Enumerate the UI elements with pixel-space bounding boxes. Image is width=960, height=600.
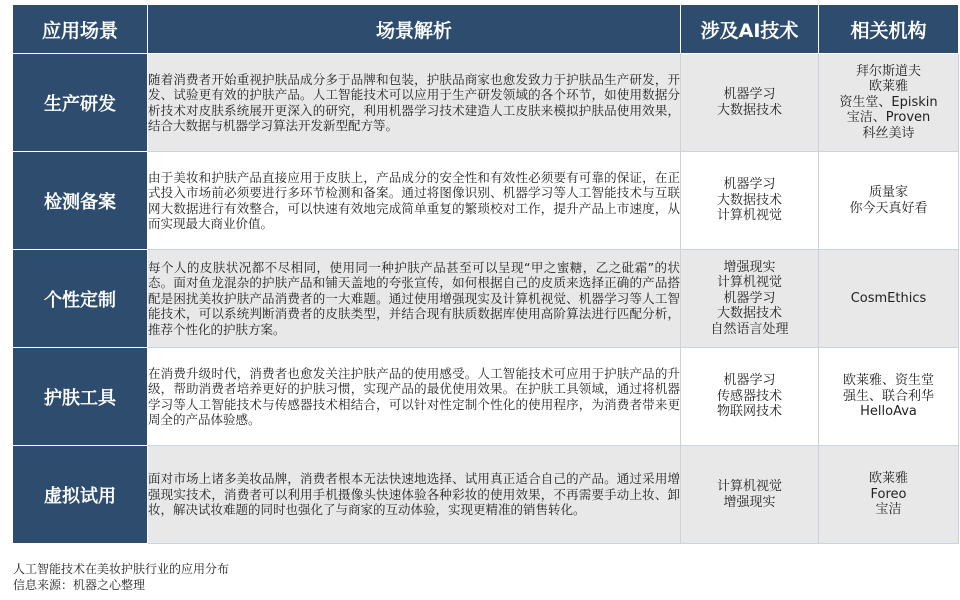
orgs-cell bbox=[819, 250, 959, 348]
ai-tech-item: 物联网技术 bbox=[716, 404, 782, 420]
footer bbox=[13, 561, 229, 593]
scene-description-cell: 在消费升级时代，消费者也愈发关注护肤产品的使用感受。人工智能技术可应用于护肤产品的升级，帮助消费者培养更好的护肤习惯，实现产品的最优使用效果。在护肤工具领域，通过将机器学习等人工智能技术与传感器技术相结合，可以针对性定制个性化的使用程序，为消费者带来更周全的产品体验感。 bbox=[148, 348, 681, 446]
org-item: 欧莱雅 bbox=[868, 471, 908, 487]
orgs-cell bbox=[819, 348, 959, 446]
org-item: HelloAva bbox=[860, 404, 917, 420]
table-row bbox=[13, 446, 959, 544]
org-item: 强生、联合利华 bbox=[842, 388, 934, 404]
ai-tech-item: 机器学习 bbox=[723, 87, 776, 102]
org-item: 欧莱雅、资生堂 bbox=[842, 373, 934, 389]
orgs-cell bbox=[819, 152, 959, 250]
ai-tech-item: 计算机视觉 bbox=[716, 208, 782, 224]
ai-tech-item: 大数据技术 bbox=[716, 306, 782, 322]
table-caption: 人工智能技术在美妆护肤行业的应用分布 bbox=[13, 562, 230, 576]
scene-description-cell: 随着消费者开始重视护肤品成分多于品牌和包装，护肤品商家也愈发致力于护肤品生产研发，开发、试验更有效的护肤产品。人工智能技术可以应用于生产研发领域的各个环节，如使用数据分析技术对皮肤系统展开更深入的研究，利用机器学习技术建造人工皮肤来模拟护肤品使用效果，结合大数据与机器学习算法开发新型配方等。 bbox=[148, 54, 681, 152]
ai-tech-item: 大数据技术 bbox=[716, 102, 782, 118]
table-row bbox=[13, 250, 959, 348]
org-item: 宝洁、Proven bbox=[846, 110, 931, 126]
scene-name-cell: 检测备案 bbox=[13, 152, 148, 250]
scene-description-cell: 由于美妆和护肤产品直接应用于皮肤上，产品成分的安全性和有效性必须要有可靠的保证，在正式投入市场前必须要进行多环节检测和备案。通过将图像识别、机器学习等人工智能技术与互联网大数据进行有效整合，可以快速有效地完成简单重复的繁琐校对工作，提升产品上市速度，从而实现最大商业价值。 bbox=[148, 152, 681, 250]
ai-tech-cell bbox=[681, 54, 819, 152]
scene-description-cell: 面对市场上诸多美妆品牌，消费者根本无法快速地选择、试用真正适合自己的产品。通过采用增强现实技术，消费者可以利用手机摄像头快速体验各种彩妆的使用效果，不再需要手动上妆、卸妆，解决试妆难题的同时也强化了与商家的互动体验，实现更精准的销售转化。 bbox=[148, 446, 681, 544]
org-item: 质量家 bbox=[868, 185, 908, 200]
header-ai-tech: 涉及AI技术 bbox=[681, 5, 819, 54]
header-analysis: 场景解析 bbox=[148, 5, 681, 54]
org-item: 资生堂、Episkin bbox=[839, 94, 938, 110]
header-row bbox=[13, 5, 959, 54]
scene-description-cell: 每个人的皮肤状况都不尽相同，使用同一种护肤产品甚至可以呈现“甲之蜜糖，乙之砒霜”的状态。面对鱼龙混杂的护肤产品和铺天盖地的夸张宣传，如何根据自己的皮质来选择正确的产品搭配是困扰美妆护肤产品消费者的一大难题。通过使用增强现实及计算机视觉、机器学习等人工智能技术，可以系统判断消费者的皮肤类型，并结合现有肤质数据库使用高阶算法进行匹配分析，推荐个性化的护肤方案。 bbox=[148, 250, 681, 348]
ai-tech-item: 传感器技术 bbox=[716, 388, 782, 404]
ai-tech-item: 机器学习 bbox=[723, 177, 776, 193]
source-note: 信息来源：机器之心整理 bbox=[13, 578, 146, 592]
table-body bbox=[13, 54, 959, 544]
orgs-cell bbox=[819, 446, 959, 544]
ai-tech-cell bbox=[681, 250, 819, 348]
header-scene: 应用场景 bbox=[13, 5, 148, 54]
ai-tech-cell bbox=[681, 446, 819, 544]
ai-tech-item: 计算机视觉 bbox=[716, 479, 782, 494]
header-orgs: 相关机构 bbox=[819, 5, 959, 54]
scene-name-cell: 生产研发 bbox=[13, 54, 148, 152]
table-row bbox=[13, 348, 959, 446]
table-row bbox=[13, 152, 959, 250]
org-item: 你今天真好看 bbox=[849, 200, 928, 216]
org-item: CosmEthics bbox=[850, 290, 927, 306]
org-item: 欧莱雅 bbox=[868, 79, 908, 95]
ai-tech-item: 计算机视觉 bbox=[716, 275, 782, 291]
scene-name-cell: 护肤工具 bbox=[13, 348, 148, 446]
ai-tech-item: 增强现实 bbox=[723, 259, 776, 275]
scene-name-cell: 个性定制 bbox=[13, 250, 148, 348]
ai-tech-cell bbox=[681, 152, 819, 250]
ai-tech-item: 自然语言处理 bbox=[710, 321, 789, 337]
ai-tech-item: 机器学习 bbox=[723, 290, 776, 306]
ai-tech-item: 大数据技术 bbox=[716, 192, 782, 208]
org-item: 宝洁 bbox=[875, 502, 902, 518]
ai-tech-item: 增强现实 bbox=[723, 494, 776, 510]
orgs-cell bbox=[819, 54, 959, 152]
org-item: Foreo bbox=[870, 486, 907, 502]
org-item: 拜尔斯道夫 bbox=[855, 63, 921, 79]
ai-beauty-table bbox=[12, 4, 959, 544]
scene-name-cell: 虚拟试用 bbox=[13, 446, 148, 544]
ai-tech-cell bbox=[681, 348, 819, 446]
table-row bbox=[13, 54, 959, 152]
org-item: 科丝美诗 bbox=[862, 125, 915, 141]
ai-tech-item: 机器学习 bbox=[723, 373, 776, 389]
